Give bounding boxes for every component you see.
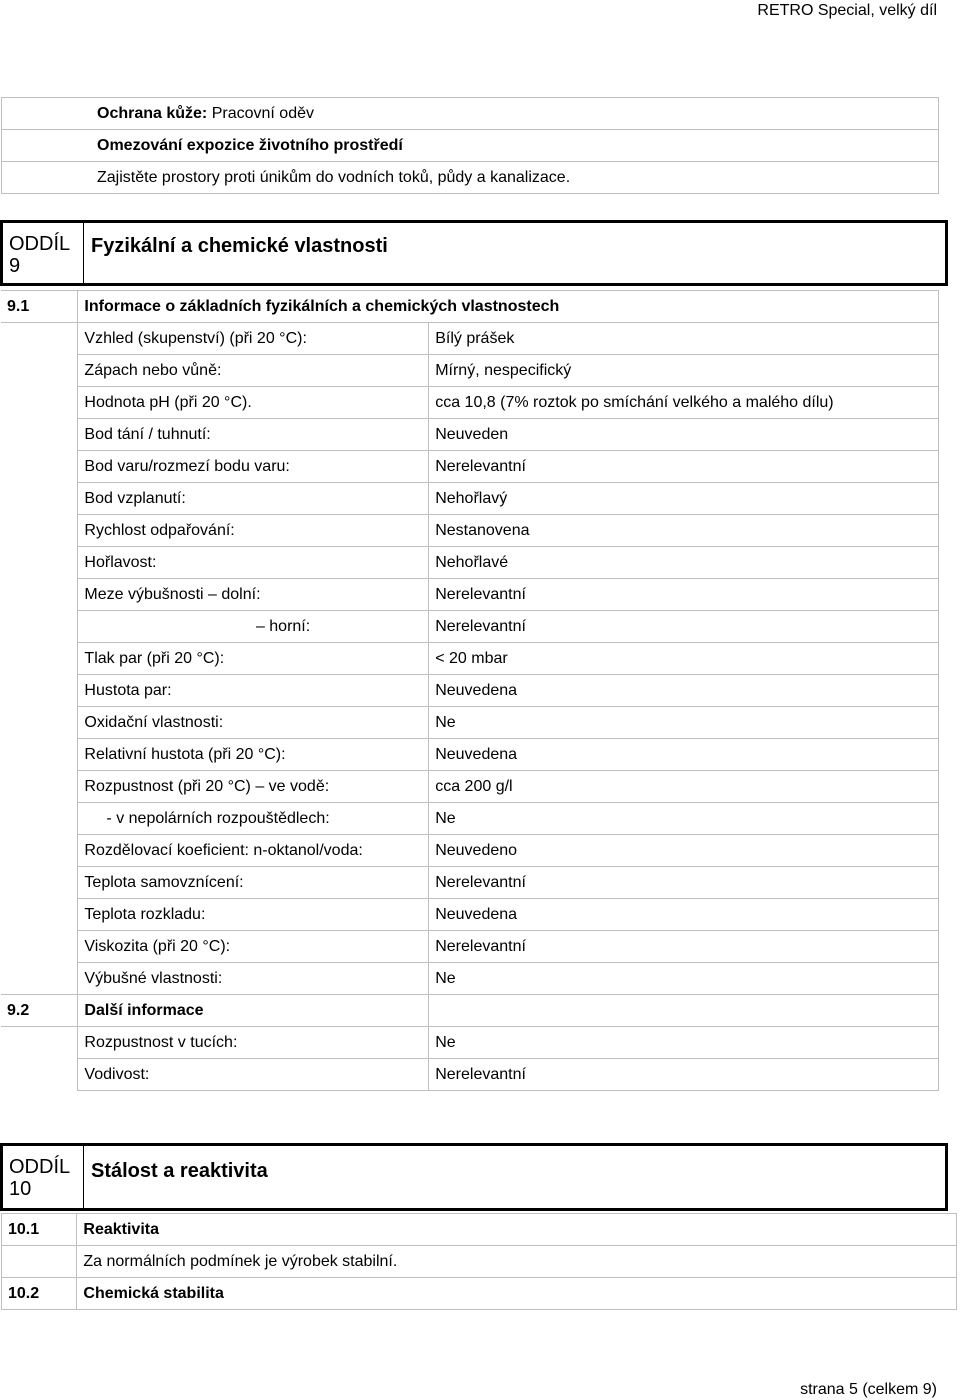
property-label: Rozpustnost (při 20 °C) – ve vodě: <box>78 771 429 803</box>
property-row <box>1 611 939 643</box>
section-title: Fyzikální a chemické vlastnosti <box>91 235 388 257</box>
property-label: Teplota rozkladu: <box>78 899 429 931</box>
property-row <box>1 803 939 835</box>
property-row <box>1 355 939 387</box>
section-10-header <box>0 1143 948 1211</box>
environment-exposure-title: Omezování expozice životního prostředí <box>2 130 939 162</box>
property-label: Rozpustnost v tucích: <box>78 1027 429 1059</box>
property-row <box>1 579 939 611</box>
property-label: Vodivost: <box>78 1059 429 1091</box>
document-header: RETRO Special, velký díl <box>757 2 937 19</box>
stability-table <box>1 1213 957 1310</box>
property-label: Hodnota pH (při 20 °C). <box>78 387 429 419</box>
property-row <box>1 643 939 675</box>
property-row <box>1 963 939 995</box>
property-label: Relativní hustota (při 20 °C): <box>78 739 429 771</box>
subsection-title: Chemická stabilita <box>77 1278 957 1310</box>
property-label: Meze výbušnosti – dolní: <box>78 579 429 611</box>
table-row <box>2 130 939 162</box>
property-value: Ne <box>429 707 939 739</box>
property-value: Nerelevantní <box>429 451 939 483</box>
property-row <box>1 899 939 931</box>
properties-table <box>1 290 939 1091</box>
property-row <box>1 867 939 899</box>
property-value: Neuvedena <box>429 675 939 707</box>
property-label: Hustota par: <box>78 675 429 707</box>
property-row <box>1 387 939 419</box>
property-value: < 20 mbar <box>429 643 939 675</box>
property-row <box>1 419 939 451</box>
properties-list <box>1 323 939 995</box>
property-value: Neuvedena <box>429 899 939 931</box>
subsection-row <box>1 995 939 1027</box>
subsection-title: Další informace <box>78 995 429 1027</box>
property-value: Nerelevantní <box>429 867 939 899</box>
table-row <box>2 162 939 194</box>
property-label: Bod varu/rozmezí bodu varu: <box>78 451 429 483</box>
property-label: Zápach nebo vůně: <box>78 355 429 387</box>
property-row <box>1 323 939 355</box>
exposure-table <box>1 97 939 194</box>
property-row <box>1 739 939 771</box>
property-row <box>1 931 939 963</box>
property-value: Nestanovena <box>429 515 939 547</box>
property-label: Oxidační vlastnosti: <box>78 707 429 739</box>
property-value: Bílý prášek <box>429 323 939 355</box>
property-label: Vzhled (skupenství) (při 20 °C): <box>78 323 429 355</box>
property-label: – horní: <box>78 611 429 643</box>
property-value: cca 200 g/l <box>429 771 939 803</box>
property-label: - v nepolárních rozpouštědlech: <box>78 803 429 835</box>
property-value: Nerelevantní <box>429 611 939 643</box>
subsection-row <box>2 1214 957 1246</box>
property-value: Mírný, nespecifický <box>429 355 939 387</box>
skin-protection-cell <box>2 98 939 130</box>
property-value: Ne <box>429 963 939 995</box>
property-label: Teplota samovznícení: <box>78 867 429 899</box>
property-label: Bod tání / tuhnutí: <box>78 419 429 451</box>
subsection-number: 10.2 <box>2 1278 77 1310</box>
table-row <box>2 98 939 130</box>
subsection-number: 9.2 <box>1 995 78 1027</box>
property-value: Neuveden <box>429 419 939 451</box>
subsection-title: Reaktivita <box>77 1214 957 1246</box>
property-row <box>1 707 939 739</box>
property-row <box>1 547 939 579</box>
property-label: Bod vzplanutí: <box>78 483 429 515</box>
subsection-title: Informace o základních fyzikálních a chemických vlastnostech <box>78 291 939 323</box>
section-number: ODDÍL 9 <box>9 233 70 277</box>
property-row <box>1 835 939 867</box>
property-label: Hořlavost: <box>78 547 429 579</box>
property-label: Výbušné vlastnosti: <box>78 963 429 995</box>
property-row <box>1 675 939 707</box>
property-value: Neuvedeno <box>429 835 939 867</box>
table-row <box>2 1246 957 1278</box>
property-row <box>1 1059 939 1091</box>
property-value: Nerelevantní <box>429 579 939 611</box>
property-label: Rychlost odpařování: <box>78 515 429 547</box>
property-value: Nehořlavé <box>429 547 939 579</box>
subsection-number: 9.1 <box>1 291 78 323</box>
property-value: Neuvedena <box>429 739 939 771</box>
page-number: strana 5 (celkem 9) <box>800 1381 937 1398</box>
property-label: Viskozita (při 20 °C): <box>78 931 429 963</box>
other-info-list <box>1 1027 939 1091</box>
section-9-header <box>0 220 948 286</box>
property-value: cca 10,8 (7% roztok po smíchání velkého a malého dílu) <box>429 387 939 419</box>
property-value: Nerelevantní <box>429 1059 939 1091</box>
property-row <box>1 1027 939 1059</box>
reactivity-text: Za normálních podmínek je výrobek stabilní. <box>77 1246 957 1278</box>
property-value: Nerelevantní <box>429 931 939 963</box>
subsection-number: 10.1 <box>2 1214 77 1246</box>
property-row <box>1 515 939 547</box>
environment-exposure-text: Zajistěte prostory proti únikům do vodních toků, půdy a kanalizace. <box>2 162 939 194</box>
property-row <box>1 483 939 515</box>
skin-protection-value: Pracovní oděv <box>207 104 314 122</box>
property-value: Ne <box>429 1027 939 1059</box>
property-row <box>1 771 939 803</box>
property-label: Rozdělovací koeficient: n-oktanol/voda: <box>78 835 429 867</box>
skin-protection-label: Ochrana kůže: <box>97 104 208 122</box>
subsection-row <box>1 291 939 323</box>
property-label: Tlak par (při 20 °C): <box>78 643 429 675</box>
property-row <box>1 451 939 483</box>
property-value: Nehořlavý <box>429 483 939 515</box>
section-title: Stálost a reaktivita <box>91 1160 268 1182</box>
subsection-row <box>2 1278 957 1310</box>
property-value: Ne <box>429 803 939 835</box>
section-number: ODDÍL 10 <box>9 1156 70 1200</box>
